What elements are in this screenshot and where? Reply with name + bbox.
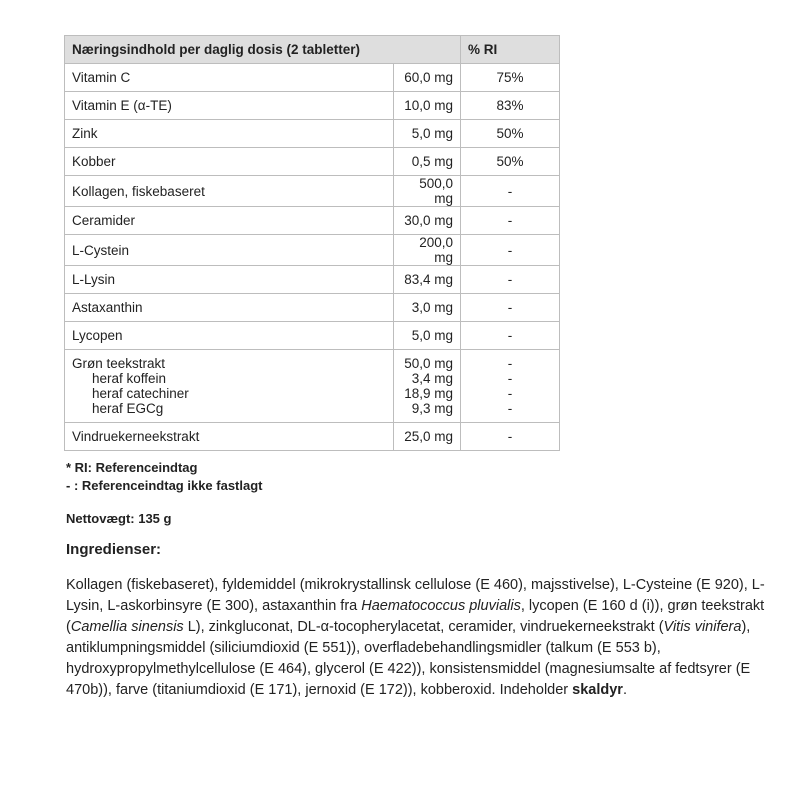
nutrient-sub-name: heraf EGCg [92,401,164,416]
nutrient-name: Lycopen [65,322,394,350]
nutrient-ri: 83% [461,92,560,120]
table-row [65,64,560,92]
ingredients-latin-name: Vitis vinifera [663,619,742,635]
nutrient-ri: 75% [461,64,560,92]
nutrient-name: Kollagen, fiskebaseret [65,176,394,207]
nutrient-name: L-Cystein [65,235,394,266]
nutrient-ri: - [461,294,560,322]
nutrient-name: L-Lysin [65,266,394,294]
table-row [65,423,560,451]
nutrient-amount: 3,0 mg [394,294,461,322]
nutrient-amount: 0,5 mg [394,148,461,176]
nutrient-ri-group [461,350,560,423]
nutrient-amount-group [394,350,461,423]
nutrient-ri: 50% [461,148,560,176]
ingredients-part: L), zinkgluconat, DL-α-tocopherylacetat, ceramider, vindruekerneekstrakt ( [183,619,664,635]
table-row [65,266,560,294]
footnote-ri: * RI: Referenceindtag [66,460,198,475]
nutrient-name: Vindruekerneekstrakt [65,423,394,451]
table-row [65,148,560,176]
nutrient-name-group [65,350,394,423]
nutrient-amount: 5,0 mg [394,322,461,350]
header-ri: % RI [461,36,560,64]
nutrient-name: Kobber [65,148,394,176]
nutrient-name: Zink [65,120,394,148]
nutrient-ri: - [461,176,560,207]
nutrient-sub-name: heraf catechiner [92,386,189,401]
nutrient-name: Vitamin C [65,64,394,92]
nutrient-ri: - [461,235,560,266]
ingredients-text [66,575,778,701]
nutrient-ri: - [461,322,560,350]
net-weight: Nettovægt: 135 g [66,511,172,526]
table-row [65,235,560,266]
nutrient-amount: 60,0 mg [394,64,461,92]
allergen: skaldyr [572,682,623,698]
nutrient-sub-name: heraf koffein [92,371,167,386]
nutrient-amount: 25,0 mg [394,423,461,451]
ingredients-title: Ingredienser: [66,541,162,558]
footnotes [66,459,263,495]
footnote-not-set: - : Referenceindtag ikke fastlagt [66,478,263,493]
table-row [65,294,560,322]
nutrient-amount: 18,9 mg [404,386,453,401]
nutrient-amount: 30,0 mg [394,207,461,235]
nutrient-ri: - [507,371,513,386]
nutrient-ri: 50% [461,120,560,148]
nutrient-name: Vitamin E (α-TE) [65,92,394,120]
nutrient-amount: 83,4 mg [394,266,461,294]
table-row [65,322,560,350]
nutrient-ri: - [461,266,560,294]
ingredients-part: . [622,682,627,698]
nutrition-table [64,35,560,451]
nutrient-amount: 50,0 mg [404,356,453,371]
table-row-green-tea [65,350,560,423]
nutrient-amount: 10,0 mg [394,92,461,120]
nutrient-ri: - [507,386,513,401]
table-header-row [65,36,560,64]
nutrient-ri: - [461,207,560,235]
ingredients-part: , lycopen (E 160 d (i)), grøn teekstrakt ( [66,598,765,635]
ingredients-part: Kollagen (fiskebaseret), fyldemiddel (mikrokrystallinsk cellulose (E 460), majsstivelse), L-Cysteine (E 920), L-Lysin, L-askorbinsyre (E 300), astaxanthin fra [66,577,765,614]
nutrient-amount: 200,0 mg [394,235,461,266]
ingredients-part: ), antiklumpningsmiddel (siliciumdioxid (E 551)), overfladebehandlingsmidler (talkum (E 553 b), hydroxypropylmethylcellulose (E 464), glycerol (E 422)), konsistensmiddel (magnesiumsalte af fedtsyrer (E 470b)), farve (titaniumdioxid (E 171), jernoxid (E 172)), kobberoxid. Indeholder [66,619,751,698]
nutrient-name: Ceramider [65,207,394,235]
ingredients-latin-name: Haematococcus pluvialis [361,598,521,614]
nutrient-name: Astaxanthin [65,294,394,322]
nutrient-amount: 500,0 mg [394,176,461,207]
table-row [65,92,560,120]
table-row [65,176,560,207]
nutrient-amount: 9,3 mg [411,401,453,416]
nutrient-name: Grøn teekstrakt [72,356,166,371]
table-row [65,120,560,148]
nutrient-ri: - [507,356,513,371]
header-nutrient: Næringsindhold per daglig dosis (2 tabletter) [65,36,461,64]
table-row [65,207,560,235]
nutrient-ri: - [507,401,513,416]
ingredients-latin-name: Camellia sinensis [70,619,184,635]
nutrient-ri: - [461,423,560,451]
nutrient-amount: 5,0 mg [394,120,461,148]
nutrient-amount: 3,4 mg [411,371,453,386]
